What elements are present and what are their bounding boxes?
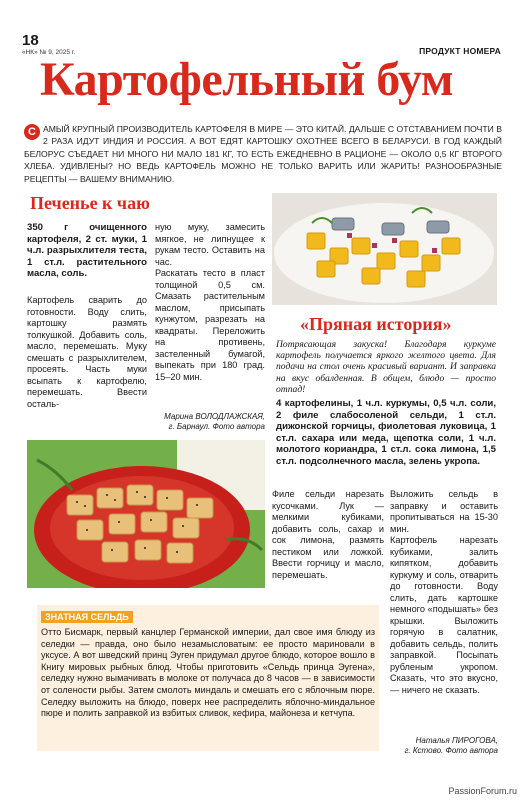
recipe1-steps-col2: ную муку, замесить мягкое, не липнущее к рукам тесто. Оставить на час. Раскатать тесто в пласт толщиной 0,5 см. Смазать растительным маслом, присыпать кунжутом, разрезать на квадраты. Переложить на противень, застеленный бумагой, выпекать при 180 град. 15–20 мин.	[155, 222, 265, 382]
inset-text: Отто Бисмарк, первый канцлер Германской империи, дал свое имя блюду из селедки — правда, оно было незамысловатым: ее просто мариновали в уксусе. А вот шведский принц Эуген придумал другое блюдо, которое вошло в Книгу мировых рыбных блюд. Чтобы приготовить «Сельдь принца Эугена», селедку нужно вымачивать в молоке от получаса до 8 часов — в зависимости от солености рыбы. Затем смолоть миндаль и смешать его с яблочным пюре. Селедку выложить на блюдо, поверх нее распределить яблочно-миндальное пюре и полить заправкой из взбитых сливок, кефира, майонеза и кетчупа.	[41, 627, 375, 719]
lead-paragraph	[24, 123, 502, 185]
cookies-photo	[27, 440, 265, 588]
recipe1-author: Марина ВОЛОДЛАЖСКАЯ,	[164, 412, 265, 421]
page-number: 18	[22, 32, 39, 49]
recipe1-title: Печенье к чаю	[30, 193, 150, 213]
cookies-illustration	[27, 440, 265, 588]
watermark-site: PassionForum.ru	[448, 786, 517, 796]
recipe1-ingredients: 350 г очищенного картофеля, 2 ст. муки, 1 ч.л. разрыхлителя теста, 1 ст.л. растительного масла, соль.	[27, 222, 147, 280]
inset-title: ЗНАТНАЯ СЕЛЬДЬ	[41, 611, 133, 623]
herring-photo	[272, 193, 497, 305]
recipe2-author-place: г. Кстово. Фото автора	[404, 746, 498, 755]
inset-box	[37, 605, 379, 751]
recipe1-author-place: г. Барнаул. Фото автора	[168, 422, 265, 431]
recipe2-author: Наталья ПИРОГОВА,	[415, 736, 498, 745]
lead-text: АМЫЙ КРУПНЫЙ ПРОИЗВОДИТЕЛЬ КАРТОФЕЛЯ В МИРЕ — ЭТО КИТАЙ. ДАЛЬШЕ С ОТСТАВАНИЕМ ПОЧТИ В 2 РАЗА ИДУТ ИНДИЯ И РОССИЯ. А ВОТ ЕДЯТ КАРТОШКУ ОХОТНЕЕ ВСЕГО В БЕЛАРУСИ. В ГОД КАЖДЫЙ БЕЛОРУС СЪЕДАЕТ НИ МНОГО НИ МАЛО 181 КГ, ТО ЕСТЬ ЕЖЕДНЕВНО В РАЦИОНЕ — ОКОЛО 0,5 КГ ВТОРОГО ХЛЕБА. УДИВЛЕНЫ? НО ВЕДЬ КАРТОФЕЛЬ МОЖНО НЕ ТОЛЬКО ВАРИТЬ ИЛИ ЖАРИТЬ! РАЗНООБРАЗНЫЕ РЕЦЕПТЫ — ВАШЕМУ ВНИМАНИЮ.	[24, 124, 502, 184]
page-title: Картофельный бум	[40, 53, 454, 106]
recipe2-ingredients: 4 картофелины, 1 ч.л. куркумы, 0,5 ч.л. соли, 2 филе слабосоленой сельди, 1 ст.л. дижонской горчицы, фиолетовая луковица, 1 ст.л. сахара или меда, щепотка соли, 1 ч.л. молотого кориандра, 1 ст.л. сока лимона, 1,5 ст.л. подсолнечного масла, зелень укропа.	[276, 398, 496, 467]
recipe2-steps-col2: Выложить сельдь в заправку и оставить пропитываться на 15-30 мин. Картофель нарезать кубиками, залить кипятком, добавить куркуму и соль, отварить до готовности. Воду слить, дать картошке немного «подышать» без крышки. Выложить горячую в салатник, добавить сельдь, полить заправкой. Посыпать рубленым укропом. Сказать, что это вкусно, — ничего не сказать.	[390, 489, 498, 695]
recipe2-intro: Потрясающая закуска! Благодаря куркуме картофель получается яркого желтого цвета. Для подачи на стол очень красивый вариант. И заправка на вкус обалденная. В общем, блюдо — просто отпад!	[276, 339, 496, 395]
issue-label: «НК» № 9, 2025 г.	[22, 49, 76, 56]
herring-illustration	[272, 193, 497, 305]
dropcap: С	[24, 124, 40, 140]
recipe2-steps-col1: Филе сельди нарезать кусочками. Лук — мелкими кубиками, добавить соль, сахар и сок лимона, размять пестиком или ложкой. Ввести горчицу и масло, перемешать.	[272, 489, 384, 580]
recipe1-author-block	[155, 412, 265, 432]
section-title: ПРОДУКТ НОМЕРА	[419, 46, 501, 56]
recipe2-title: «Пряная история»	[300, 314, 452, 334]
recipe2-author-block	[390, 736, 498, 756]
recipe1-steps-col1: Картофель сварить до готовности. Воду слить, картошку размять толкушкой. Добавить соль, масло, перемешать. Муку смешать с разрыхлителем, просеять. Часть муки всыпать к картофелю, перемешать. Ввести осталь-	[27, 295, 147, 409]
